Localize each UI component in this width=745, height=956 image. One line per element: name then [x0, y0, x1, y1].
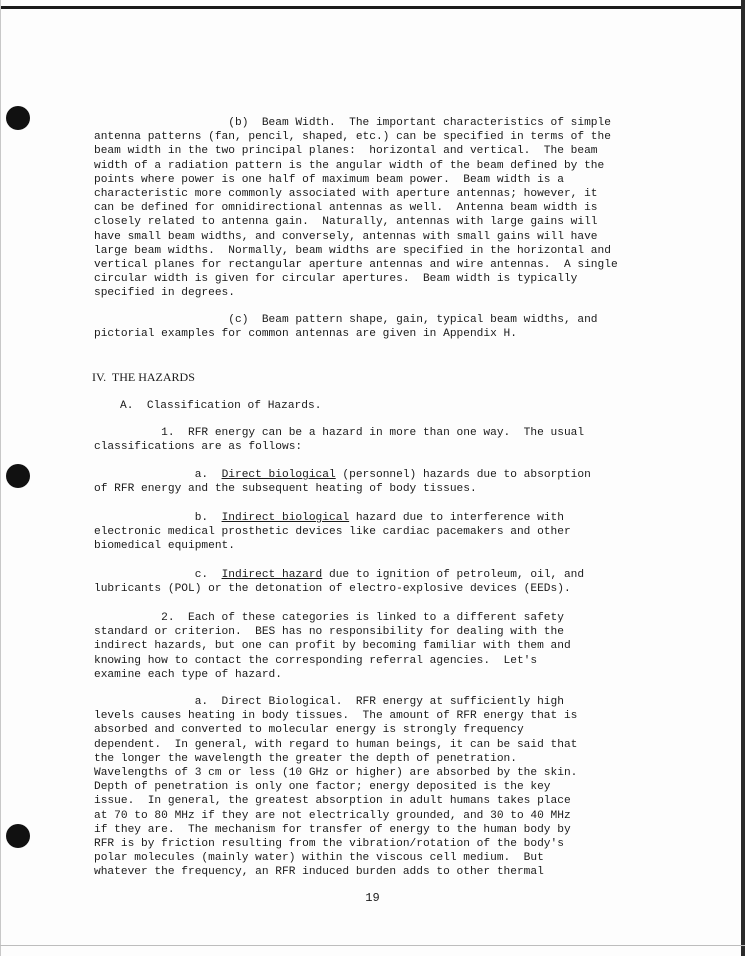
page-bottom-border: [0, 945, 745, 946]
binder-hole-bottom: [6, 824, 30, 848]
underlined-indirect-hazard: Indirect hazard: [221, 569, 323, 581]
paragraph-beam-pattern: (c) Beam pattern shape, gain, typical beam widths, and pictorial examples for common antennas are given in Appendix H.: [94, 314, 598, 341]
subsection-heading: A. Classification of Hazards.: [120, 400, 322, 412]
page-right-border: [741, 0, 745, 956]
paragraph-item-1: 1. RFR energy can be a hazard in more than one way. The usual classifications are as follows:: [94, 427, 585, 454]
page-top-border: [0, 6, 745, 9]
section-heading: IV. THE HAZARDS: [92, 370, 195, 384]
binder-hole-top: [6, 106, 30, 130]
paragraph-direct-biological: a. Direct Biological. RFR energy at sufficiently high levels causes heating in body tissues. The amount of RFR energy that is absorbed and converted to molecular energy is strongly frequency dependent. In general, with regard to human beings, it can be said that the longer the wavelength the greater the depth of penetration. Wavelengths of 3 cm or less (10 GHz or higher) are absorbed by the skin. Depth of penetration is only one factor; energy deposited is the key issue. In general, the greatest absorption in adult humans takes place at 70 to 80 MHz if they are not electrically grounded, and 30 to 40 MHz if they are. The mechanism for transfer of energy to the human body by RFR is by friction resulting from the vibration/rotation of the body's polar molecules (mainly water) within the viscous cell medium. But whatever the frequency, an RFR induced burden adds to other thermal: [94, 696, 578, 879]
paragraph-beam-width: (b) Beam Width. The important characteristics of simple antenna patterns (fan, pencil, shaped, etc.) can be specified in terms of the beam width in the two principal planes: horizontal and vertical. The beam width of a radiation pattern is the angular width of the beam defined by the points where power is one half of maximum beam power. Beam width is a characteristic more commonly associated with aperture antennas; however, it can be defined for omnidirectional antennas as well. Antenna beam width is closely related to antenna gain. Naturally, antennas with large gains will have small beam widths, and conversely, antennas with small gains will have large beam widths. Normally, beam widths are specified in the horizontal and vertical planes for rectangular aperture antennas and wire antennas. A single circular width is given for circular apertures. Beam width is typically specified in degrees.: [94, 117, 618, 300]
underlined-indirect-biological: Indirect biological: [221, 512, 350, 524]
paragraph-item-b: b. Indirect biological hazard due to interference with electronic medical prosthetic devices like cardiac pacemakers and other biomedical equipment.: [94, 512, 571, 553]
paragraph-item-a: a. Direct biological (personnel) hazards due to absorption of RFR energy and the subsequent heating of body tissues.: [94, 469, 591, 496]
paragraph-item-2: 2. Each of these categories is linked to a different safety standard or criterion. BES has no responsibility for dealing with the indirect hazards, but one can profit by becoming familiar with them and knowing how to contact the corresponding referral agencies. Let's examine each type of hazard.: [94, 612, 571, 681]
binder-hole-middle: [6, 464, 30, 488]
page-number: 19: [365, 891, 380, 905]
paragraph-item-c: c. Indirect hazard due to ignition of petroleum, oil, and lubricants (POL) or the detonation of electro-explosive devices (EEDs).: [94, 569, 585, 596]
page-left-border: [0, 0, 1, 956]
underlined-direct-biological: Direct biological: [221, 469, 336, 481]
